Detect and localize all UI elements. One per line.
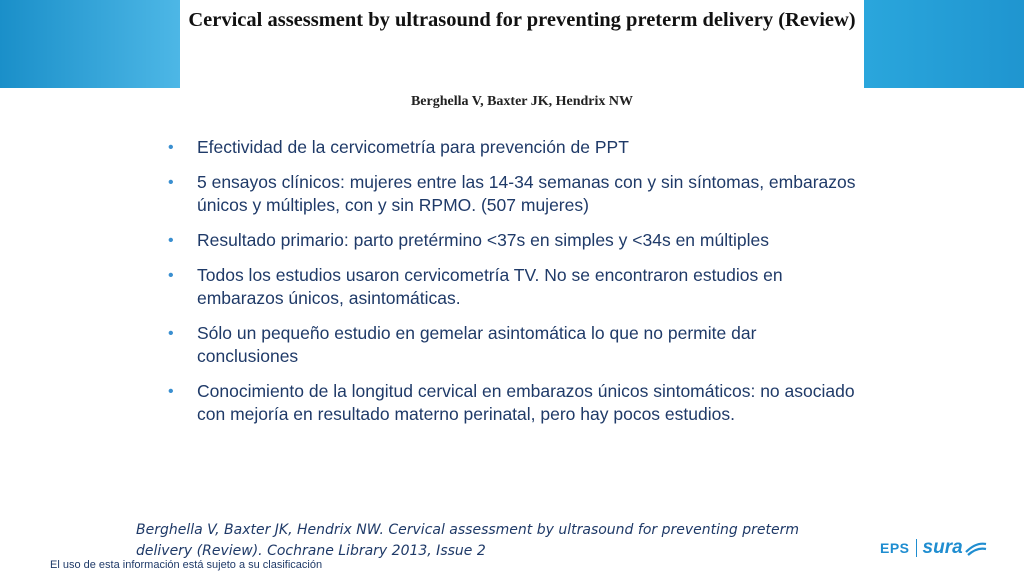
logo-eps-text: EPS (880, 540, 910, 556)
bullet-item: • Conocimiento de la longitud cervical en embarazos únicos sintomáticos: no asociado con mejoría en resultado materno perinatal, pero hay pocos estudios. (168, 381, 855, 424)
bullet-icon: • (168, 267, 174, 284)
logo-separator (916, 539, 917, 557)
bullet-icon: • (168, 232, 174, 249)
bullet-item: • Sólo un pequeño estudio en gemelar asintomática lo que no permite dar conclusiones (168, 323, 757, 366)
slide-title: Cervical assessment by ultrasound for preventing preterm delivery (Review) (188, 9, 856, 31)
sura-swoosh-icon (965, 540, 987, 556)
bullet-item: • Resultado primario: parto pretérmino <37s en simples y <34s en múltiples (168, 230, 769, 250)
bullet-item: • Todos los estudios usaron cervicometría TV. No se encontraron estudios en embarazos únicos, asintomáticas. (168, 265, 783, 308)
citation: Berghella V, Baxter JK, Hendrix NW. Cervical assessment by ultrasound for preventing preterm delivery (Review). Cochrane Library 2013, Issue 2 (136, 522, 799, 559)
bullet-icon: • (168, 139, 174, 156)
bullet-item: • Efectividad de la cervicometría para prevención de PPT (168, 137, 629, 157)
bullet-icon: • (168, 325, 174, 342)
bullet-list (168, 136, 858, 438)
bullet-item: • 5 ensayos clínicos: mujeres entre las 14-34 semanas con y sin síntomas, embarazos únicos y múltiples, con y sin RPMO. (507 mujeres) (168, 172, 856, 215)
header-band-left (0, 0, 180, 88)
sura-logo (880, 534, 987, 562)
authors-line: Berghella V, Baxter JK, Hendrix NW (410, 94, 634, 109)
footer-disclaimer: El uso de esta información está sujeto a su clasificación (50, 559, 323, 571)
bullet-icon: • (168, 174, 174, 191)
logo-sura-text: sura (922, 537, 963, 558)
header-band-right (864, 0, 1024, 88)
bullet-icon: • (168, 383, 174, 400)
